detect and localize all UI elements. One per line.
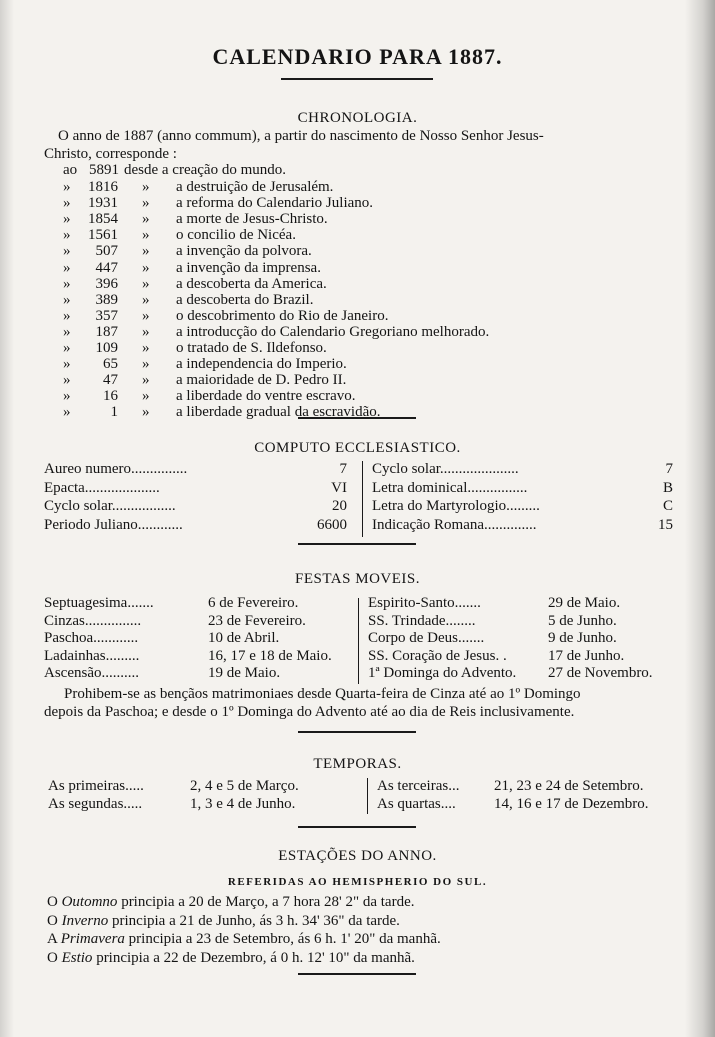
chron-quote: » [142, 340, 150, 356]
temporas-rule [298, 826, 416, 828]
computo-heading: COMPUTO ECCLESIASTICO. [254, 440, 461, 456]
festas-left-label: Paschoa............ [44, 630, 139, 646]
estacao-text: principia a 22 de Dezembro, á 0 h. 12' 10" da manhã. [92, 949, 415, 966]
computo-left-value: 7 [339, 461, 347, 477]
temporas-left-value: 2, 4 e 5 de Março. [190, 778, 299, 794]
chron-first-prefix: ao [63, 162, 78, 178]
chron-year: 447 [95, 259, 118, 276]
temporas-left-value: 1, 3 e 4 de Junho. [190, 796, 296, 812]
estacao-season: Primavera [60, 931, 125, 947]
estacao-text: principia a 21 de Junho, ás 3 h. 34' 36" da tarde. [108, 912, 400, 929]
estacao-text: principia a 20 de Março, a 7 hora 28' 2" da tarde. [117, 894, 415, 910]
festas-right-label: 1ª Dominga do Advento. [368, 665, 517, 681]
temporas-right-label: As quartas.... [377, 796, 456, 812]
chron-year: 1 [110, 404, 118, 421]
chron-quote: » [142, 388, 150, 405]
festas-left-value: 10 de Abril. [208, 630, 280, 646]
festas-right-value: 27 de Novembro. [548, 665, 653, 681]
estacao-article: O [47, 949, 62, 966]
computo-right-label: Letra do Martyrologio......... [372, 498, 540, 514]
chron-quote: » [142, 243, 150, 260]
chron-quote: » [63, 307, 71, 324]
estacoes-subheading: REFERIDAS AO HEMISPHERIO DO SUL. [227, 876, 488, 888]
chron-event: a descoberta do Brazil. [176, 291, 314, 308]
computo-left-label: Epacta.................... [44, 479, 160, 496]
chron-event: a introducção do Calendario Gregoriano melhorado. [176, 323, 490, 340]
temporas-right-label: As terceiras... [377, 778, 460, 794]
computo-divider [362, 461, 363, 537]
festas-left-value: 19 de Maio. [208, 665, 281, 681]
chronologia-heading: CHRONOLOGIA. [297, 110, 418, 126]
chron-quote: » [142, 275, 150, 292]
chron-event: o descobrimento do Rio de Janeiro. [176, 307, 389, 324]
chron-quote: » [142, 227, 150, 244]
festas-left-value: 16, 17 e 18 de Maio. [208, 647, 332, 664]
chron-event: a invenção da polvora. [176, 243, 312, 260]
chron-quote: » [142, 291, 150, 308]
chron-quote: » [142, 195, 150, 212]
chron-year: 507 [95, 243, 118, 260]
chronologia-intro-line1: O anno de 1887 (anno commum), a partir do nascimento de Nosso Senhor Jesus- [58, 128, 544, 144]
chron-event: o concilio de Nicéa. [176, 227, 296, 244]
chron-event: a maioridade de D. Pedro II. [176, 372, 347, 389]
chron-first-year: 5891 [89, 162, 119, 178]
festas-left-label: Cinzas............... [44, 612, 142, 629]
festas-right-label: Corpo de Deus....... [368, 630, 485, 646]
chron-quote: » [63, 388, 71, 405]
festas-right-label: SS. Coração de Jesus. . [368, 647, 507, 664]
chronologia-intro-line2: Christo, corresponde : [44, 146, 177, 162]
festas-heading: FESTAS MOVEIS. [295, 571, 420, 587]
estacoes-rule [298, 973, 416, 975]
chron-quote: » [63, 404, 71, 421]
festas-right-label: SS. Trindade........ [368, 612, 476, 629]
chron-year: 396 [95, 275, 118, 292]
estacao-season: Inverno [61, 912, 109, 929]
computo-left-value: 20 [332, 498, 347, 514]
festas-right-value: 29 de Maio. [548, 595, 621, 611]
chron-year: 109 [95, 340, 118, 356]
estacao-season: Estio [61, 949, 93, 966]
festas-left-label: Ascensão.......... [44, 665, 139, 681]
title-rule [281, 78, 433, 80]
chron-quote: » [142, 307, 150, 324]
chron-quote: » [63, 227, 71, 244]
chron-event: a invenção da imprensa. [176, 259, 321, 276]
estacao-row [47, 950, 415, 967]
chron-year: 1931 [88, 195, 118, 212]
estacao-article: O [47, 912, 62, 929]
computo-left-label: Aureo numero............... [44, 461, 188, 477]
chron-quote: » [63, 323, 71, 340]
chron-year: 1561 [88, 227, 118, 244]
chron-quote: » [63, 211, 71, 228]
festas-note-line2: depois da Paschoa; e desde o 1º Dominga do Advento até ao dia de Reis inclusivamente. [44, 704, 575, 720]
estacao-row [47, 931, 441, 948]
chron-quote: » [63, 372, 71, 389]
chron-quote: » [142, 404, 150, 421]
estacao-text: principia a 23 de Setembro, ás 6 h. 1' 20" da manhã. [124, 931, 441, 947]
computo-right-value: B [662, 479, 673, 496]
chron-year: 1854 [88, 211, 118, 228]
festas-right-value: 5 de Junho. [548, 612, 617, 629]
chron-first-text: desde a creação do mundo. [124, 162, 287, 178]
festas-left-value: 23 de Fevereiro. [208, 612, 306, 629]
computo-right-label: Cyclo solar..................... [372, 461, 519, 477]
chronologia-rule [298, 417, 416, 419]
chron-quote: » [63, 291, 71, 308]
computo-right-value: C [662, 498, 673, 514]
computo-left-value: 6600 [317, 516, 347, 533]
computo-right-value: 15 [658, 516, 673, 533]
chron-event: a liberdade gradual da escravidão. [176, 404, 381, 421]
festas-divider [358, 598, 359, 684]
computo-right-label: Letra dominical................ [372, 479, 528, 496]
chron-quote: » [142, 372, 150, 389]
chron-quote: » [142, 356, 150, 373]
festas-rule [298, 731, 416, 733]
festas-left-label: Ladainhas......... [44, 647, 140, 664]
festas-right-value: 17 de Junho. [548, 647, 625, 664]
chron-year: 357 [95, 307, 118, 324]
chron-event: o tratado de S. Ildefonso. [176, 340, 327, 356]
computo-rule [298, 543, 416, 545]
temporas-left-label: As primeiras..... [48, 778, 144, 794]
chron-year: 1816 [88, 179, 118, 195]
computo-left-label: Cyclo solar................. [44, 498, 176, 514]
temporas-right-value: 21, 23 e 24 de Setembro. [494, 778, 644, 794]
estacao-article: O [47, 894, 62, 910]
computo-left-value: VI [331, 479, 347, 496]
chron-event: a destruição de Jerusalém. [176, 179, 334, 195]
chron-quote: » [142, 323, 150, 340]
chron-year: 65 [103, 356, 118, 373]
temporas-right-value: 14, 16 e 17 de Dezembro. [494, 796, 649, 812]
estacao-row [47, 913, 400, 930]
chron-event: a descoberta da America. [176, 275, 327, 292]
temporas-divider [367, 778, 368, 814]
estacao-season: Outomno [61, 894, 118, 910]
estacoes-heading: ESTAÇÕES DO ANNO. [278, 848, 437, 864]
computo-right-label: Indicação Romana.............. [372, 516, 537, 533]
computo-right-value: 7 [665, 461, 673, 477]
chron-event: a independencia do Imperio. [176, 356, 347, 373]
chron-quote: » [63, 275, 71, 292]
chron-quote: » [63, 195, 71, 212]
festas-left-label: Septuagesima....... [44, 595, 154, 611]
chron-quote: » [142, 211, 150, 228]
chron-quote: » [142, 179, 150, 195]
chron-quote: » [142, 259, 150, 276]
chron-quote: » [63, 356, 71, 373]
temporas-heading: TEMPORAS. [313, 756, 402, 772]
temporas-left-label: As segundas..... [48, 796, 143, 812]
chron-quote: » [63, 340, 71, 356]
computo-left-label: Periodo Juliano............ [44, 516, 183, 533]
festas-note-line1: Prohibem-se as bençãos matrimoniaes desde Quarta-feira de Cinza até ao 1º Domingo [64, 686, 581, 702]
chron-quote: » [63, 179, 71, 195]
chron-event: a liberdade do ventre escravo. [176, 388, 356, 405]
page-title: CALENDARIO PARA 1887. [212, 44, 503, 69]
chron-event: a morte de Jesus-Christo. [176, 211, 328, 228]
festas-right-value: 9 de Junho. [548, 630, 617, 646]
chron-event: a reforma do Calendario Juliano. [176, 195, 374, 212]
estacao-row [47, 894, 415, 911]
chron-quote: » [63, 243, 71, 260]
chron-year: 389 [95, 291, 118, 308]
festas-right-label: Espirito-Santo....... [368, 595, 481, 611]
estacao-article: A [47, 931, 61, 947]
chron-year: 47 [103, 372, 118, 389]
chron-year: 187 [95, 323, 118, 340]
festas-left-value: 6 de Fevereiro. [208, 595, 299, 611]
chron-year: 16 [103, 388, 118, 405]
chron-quote: » [63, 259, 71, 276]
